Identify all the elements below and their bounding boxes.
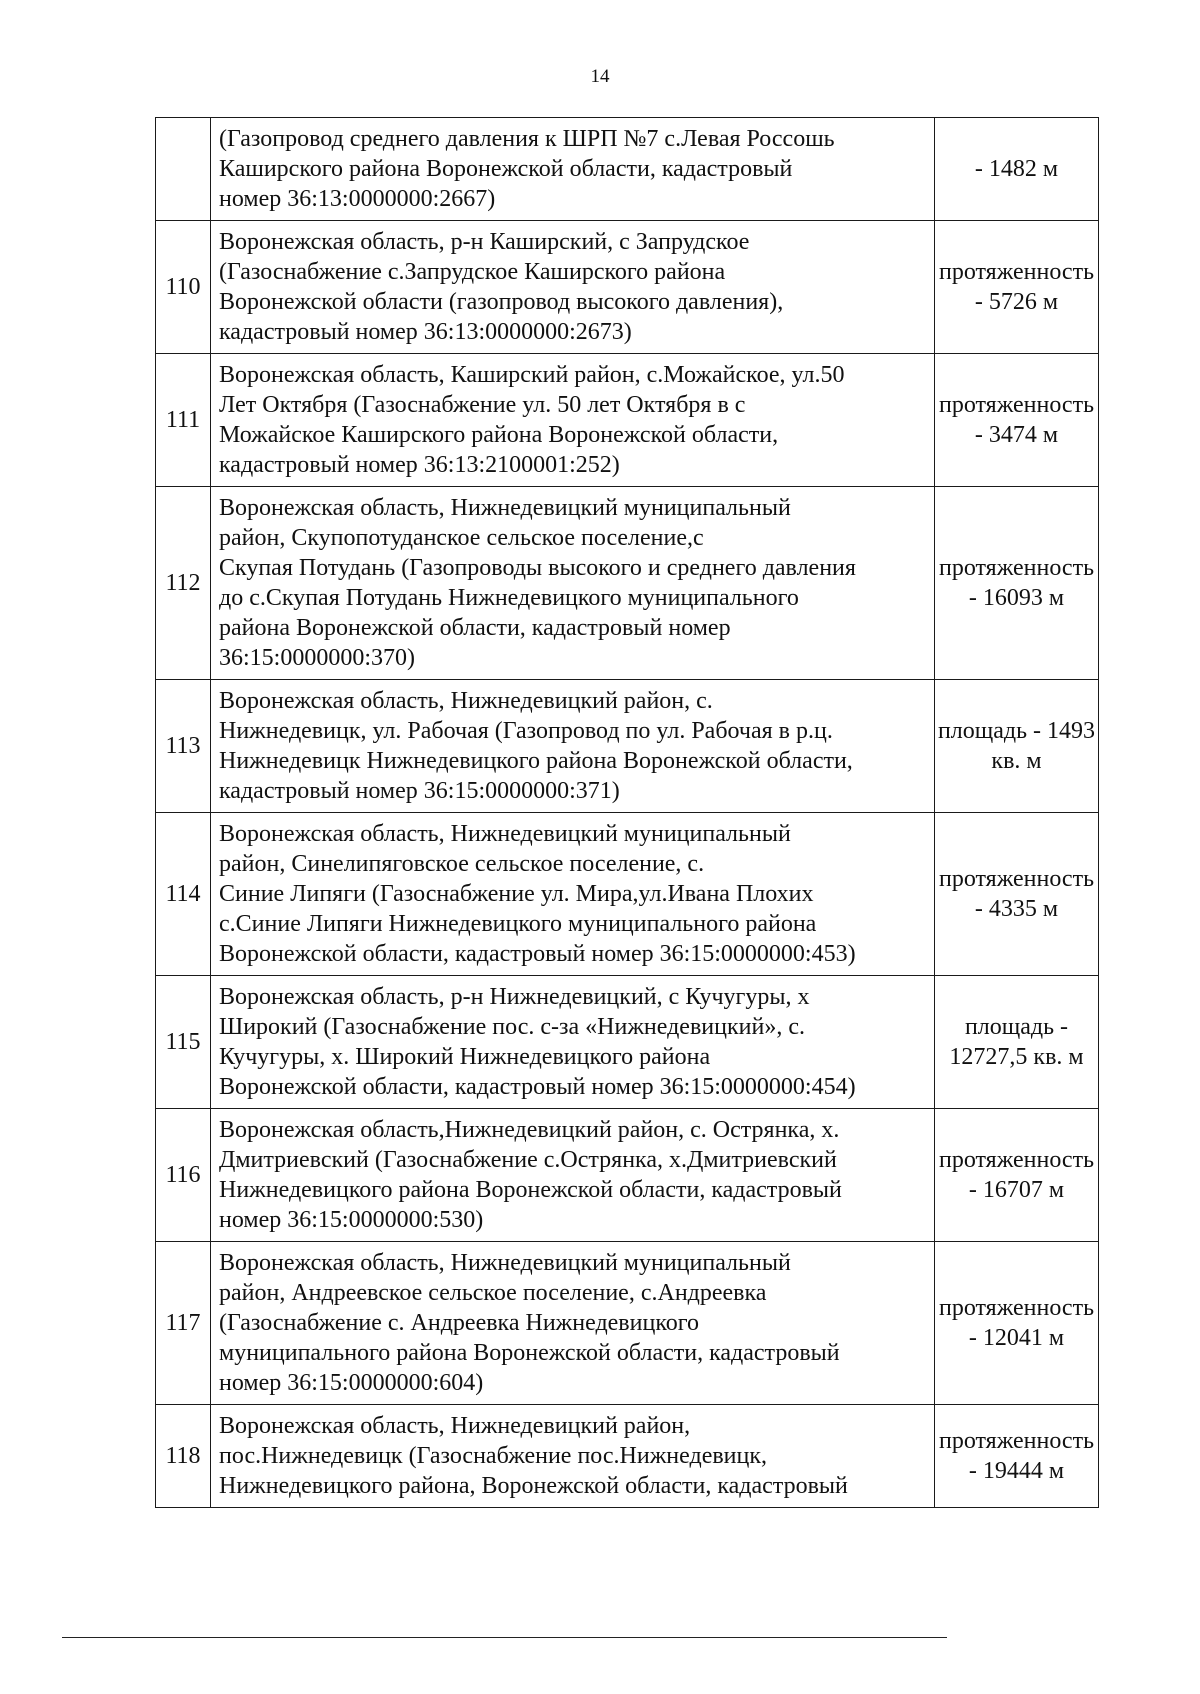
size-line: протяженность — [938, 259, 1095, 285]
object-description-cell — [211, 813, 935, 976]
row-number-cell: 118 — [156, 1405, 211, 1508]
description-line: Нижнедевицкого района Воронежской области, кадастровый — [219, 1177, 842, 1203]
description-line: Можайское Каширского района Воронежской области, — [219, 422, 779, 448]
registry-table — [155, 117, 1099, 1508]
object-description-cell — [211, 1109, 935, 1242]
size-line: - 4335 м — [974, 896, 1059, 922]
description-line: (Газоснабжение с. Андреевка Нижнедевицкого — [219, 1310, 700, 1336]
description-line: муниципального района Воронежской области, кадастровый — [219, 1340, 840, 1366]
size-line: - 16093 м — [968, 585, 1065, 611]
table-row — [156, 680, 1099, 813]
description-line: Кучугуры, х. Широкий Нижнедевицкого района — [219, 1044, 711, 1070]
description-line: Синие Липяги (Газоснабжение ул. Мира,ул.Ивана Плохих — [219, 881, 814, 907]
description-line: район, Скупопотуданское сельское поселение,с — [219, 525, 704, 551]
size-line: протяженность — [938, 866, 1095, 892]
description-line: Дмитриевский (Газоснабжение с.Острянка, х.Дмитриевский — [219, 1147, 837, 1173]
object-size-cell — [935, 118, 1099, 221]
row-number-cell: 117 — [156, 1242, 211, 1405]
description-line: с.Синие Липяги Нижнедевицкого муниципального района — [219, 911, 817, 937]
object-description-cell — [211, 118, 935, 221]
size-line: - 16707 м — [968, 1177, 1065, 1203]
object-description-cell — [211, 221, 935, 354]
description-line: Воронежская область, р-н Нижнедевицкий, с Кучугуры, х — [219, 984, 810, 1010]
object-size-cell — [935, 354, 1099, 487]
description-line: Воронежской области (газопровод высокого давления), — [219, 289, 784, 315]
row-number-cell: 114 — [156, 813, 211, 976]
table-row — [156, 118, 1099, 221]
table-row — [156, 976, 1099, 1109]
description-line: район, Синелипяговское сельское поселение, с. — [219, 851, 705, 877]
object-size-cell — [935, 1405, 1099, 1508]
description-line: Лет Октября (Газоснабжение ул. 50 лет Октября в с — [219, 392, 746, 418]
table-row — [156, 1242, 1099, 1405]
size-line: кв. м — [991, 748, 1042, 774]
description-line: Воронежская область, Нижнедевицкий муниципальный — [219, 495, 791, 521]
description-line: 36:15:0000000:370) — [219, 645, 415, 671]
object-description-cell — [211, 680, 935, 813]
description-line: Воронежской области, кадастровый номер 36:15:0000000:454) — [219, 1074, 856, 1100]
description-line: Широкий (Газоснабжение пос. с-за «Нижнедевицкий», с. — [219, 1014, 805, 1040]
description-line: Воронежская область, Каширский район, с.Можайское, ул.50 — [219, 362, 845, 388]
size-line: протяженность — [938, 555, 1095, 581]
row-number-cell: 111 — [156, 354, 211, 487]
row-number-cell: 110 — [156, 221, 211, 354]
description-line: пос.Нижнедевицк (Газоснабжение пос.Нижнедевицк, — [219, 1443, 768, 1469]
description-line: (Газоснабжение с.Запрудское Каширского района — [219, 259, 726, 285]
table-row — [156, 1109, 1099, 1242]
table-row — [156, 354, 1099, 487]
size-line: протяженность — [938, 1295, 1095, 1321]
object-description-cell — [211, 976, 935, 1109]
description-line: Нижнедевицк, ул. Рабочая (Газопровод по ул. Рабочая в р.ц. — [219, 718, 833, 744]
row-number-cell: 115 — [156, 976, 211, 1109]
table-row — [156, 487, 1099, 680]
description-line: Скупая Потудань (Газопроводы высокого и среднего давления — [219, 555, 856, 581]
object-size-cell — [935, 813, 1099, 976]
row-number-cell: 113 — [156, 680, 211, 813]
description-line: Воронежская область, Нижнедевицкий район, с. — [219, 688, 713, 714]
size-line: - 5726 м — [974, 289, 1059, 315]
object-size-cell — [935, 487, 1099, 680]
size-line: площадь - — [964, 1014, 1069, 1040]
object-size-cell — [935, 680, 1099, 813]
description-line: Воронежская область, р-н Каширский, с Запрудское — [219, 229, 750, 255]
object-description-cell — [211, 1242, 935, 1405]
description-line: Воронежская область,Нижнедевицкий район, с. Острянка, х. — [219, 1117, 840, 1143]
description-line: Воронежская область, Нижнедевицкий муниципальный — [219, 821, 791, 847]
object-size-cell — [935, 221, 1099, 354]
description-line: кадастровый номер 36:13:0000000:2673) — [219, 319, 632, 345]
description-line: района Воронежской области, кадастровый номер — [219, 615, 731, 641]
description-line: кадастровый номер 36:15:0000000:371) — [219, 778, 620, 804]
size-line: протяженность — [938, 1428, 1095, 1454]
description-line: Нижнедевицкого района, Воронежской области, кадастровый — [219, 1473, 848, 1499]
object-size-cell — [935, 1109, 1099, 1242]
size-line: протяженность — [938, 392, 1095, 418]
object-description-cell — [211, 354, 935, 487]
size-line: - 3474 м — [974, 422, 1059, 448]
size-line: площадь - 1493 — [937, 718, 1096, 744]
description-line: Воронежская область, Нижнедевицкий муниципальный — [219, 1250, 791, 1276]
size-line: - 1482 м — [974, 156, 1059, 182]
object-description-cell — [211, 487, 935, 680]
description-line: Воронежской области, кадастровый номер 36:15:0000000:453) — [219, 941, 856, 967]
description-line: (Газопровод среднего давления к ШРП №7 с.Левая Россошь — [219, 126, 835, 152]
object-size-cell — [935, 976, 1099, 1109]
description-line: Каширского района Воронежской области, кадастровый — [219, 156, 793, 182]
registry-table-body — [156, 118, 1099, 1508]
table-row — [156, 1405, 1099, 1508]
description-line: до с.Скупая Потудань Нижнедевицкого муниципального — [219, 585, 799, 611]
footer-divider — [62, 1637, 947, 1638]
description-line: район, Андреевское сельское поселение, с.Андреевка — [219, 1280, 767, 1306]
description-line: номер 36:15:0000000:604) — [219, 1370, 484, 1396]
table-row — [156, 221, 1099, 354]
object-size-cell — [935, 1242, 1099, 1405]
object-description-cell — [211, 1405, 935, 1508]
table-row — [156, 813, 1099, 976]
description-line: номер 36:13:0000000:2667) — [219, 186, 496, 212]
row-number-cell: 112 — [156, 487, 211, 680]
page-number: 14 — [590, 66, 610, 87]
description-line: кадастровый номер 36:13:2100001:252) — [219, 452, 620, 478]
row-number-cell: 116 — [156, 1109, 211, 1242]
size-line: - 12041 м — [968, 1325, 1065, 1351]
description-line: Воронежская область, Нижнедевицкий район, — [219, 1413, 691, 1439]
row-number-cell — [156, 118, 211, 221]
description-line: номер 36:15:0000000:530) — [219, 1207, 484, 1233]
size-line: протяженность — [938, 1147, 1095, 1173]
description-line: Нижнедевицк Нижнедевицкого района Воронежской области, — [219, 748, 853, 774]
size-line: - 19444 м — [968, 1458, 1065, 1484]
size-line: 12727,5 кв. м — [949, 1044, 1084, 1070]
